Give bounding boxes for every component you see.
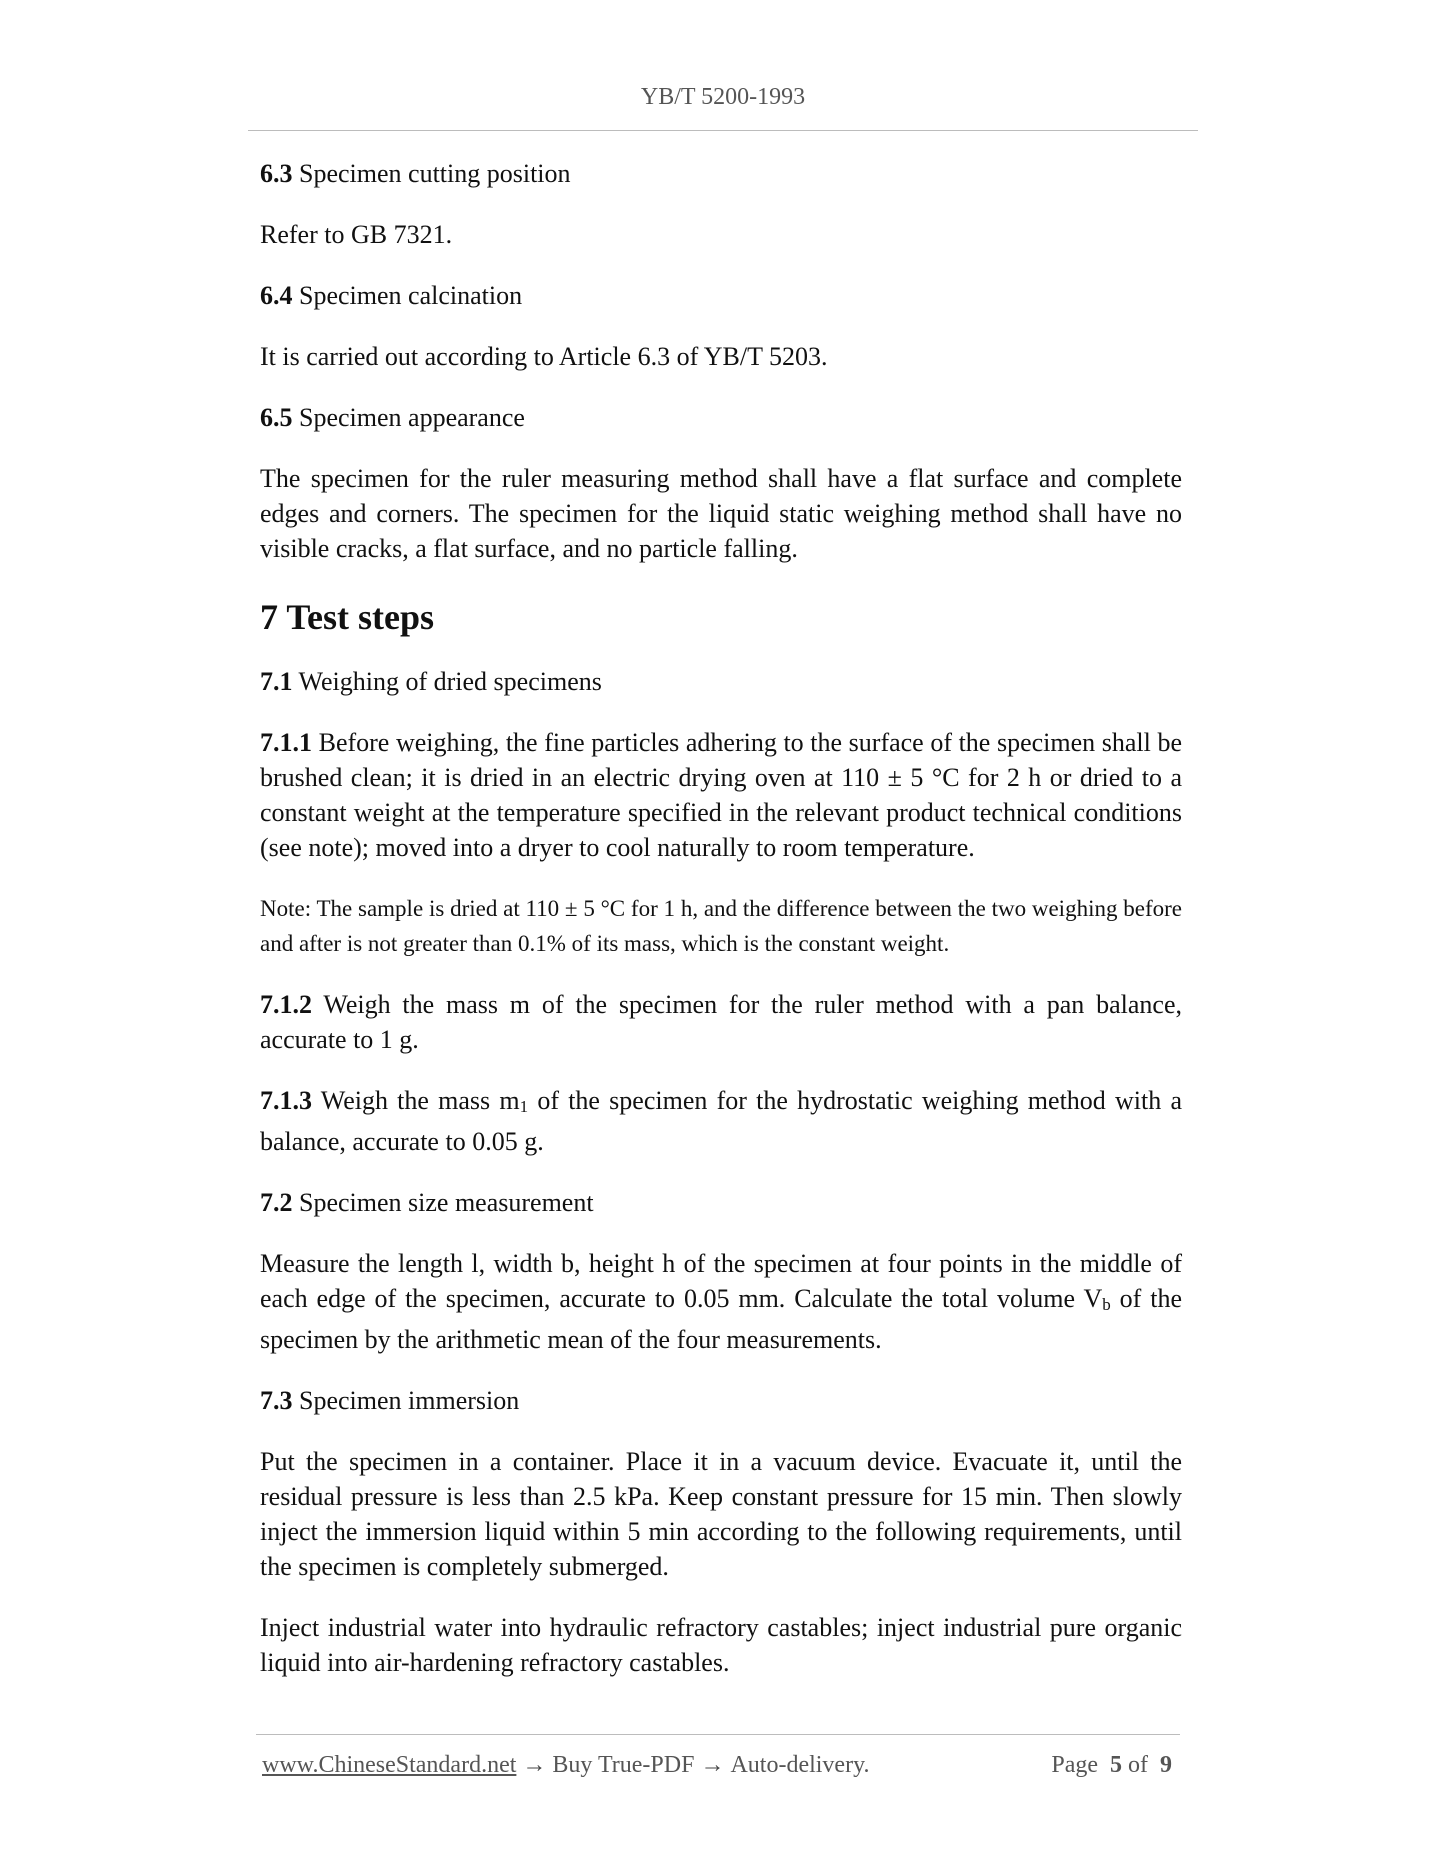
section-7-2-text [260, 1246, 1182, 1357]
subscript: 1 [519, 1097, 529, 1116]
buy-pdf-text: Buy True-PDF [552, 1752, 695, 1778]
section-7-1-3-text [260, 1083, 1182, 1159]
header-divider [248, 130, 1198, 131]
paragraph-text-end: of the specimen for the hydrostatic weighing method with a balance, accurate to 0.05 g. [260, 1086, 1182, 1156]
arrow-right-icon: → [700, 1752, 725, 1778]
section-7-3-text-2: Inject industrial water into hydraulic refractory castables; inject industrial pure organic liquid into air-hardening refractory castables. [260, 1613, 1182, 1677]
section-7-1-2-text [260, 987, 1182, 1057]
page-indicator [1051, 1752, 1178, 1779]
section-title: Specimen size measurement [299, 1188, 594, 1217]
section-6-4-heading [260, 278, 1182, 313]
section-6-3-text: Refer to GB 7321. [260, 220, 453, 249]
section-number: 7.3 [260, 1386, 293, 1415]
document-header: YB/T 5200-1993 [640, 84, 806, 110]
paragraph-text-end: of the specimen by the arithmetic mean of the four measurements. [260, 1284, 1182, 1354]
section-7-2-heading [260, 1185, 1182, 1220]
paragraph-text-start: Measure the length l, width b, height h of the specimen at four points in the middle of each edge of the specimen, accurate to 0.05 mm. Calculate the total volume V [260, 1249, 1182, 1313]
section-title: Specimen appearance [299, 403, 525, 432]
section-7-3-text-1: Put the specimen in a container. Place it in a vacuum device. Evacuate it, until the residual pressure is less than 2.5 kPa. Keep constant pressure for 15 min. Then slowly inject the immersion liquid within 5 min according to the following requirements, until the specimen is completely submerged. [260, 1447, 1182, 1581]
section-6-4-text: It is carried out according to Article 6.3 of YB/T 5203. [260, 342, 828, 371]
page-footer [262, 1752, 1178, 1779]
section-number: 7.1.3 [260, 1086, 312, 1115]
paragraph-text-start: Weigh the mass m [320, 1086, 520, 1115]
section-title: Specimen cutting position [299, 159, 571, 188]
section-title: Specimen immersion [299, 1386, 520, 1415]
page-of: of [1128, 1752, 1148, 1778]
section-number: 7.1.1 [260, 728, 312, 757]
paragraph-text: Weigh the mass m of the specimen for the ruler method with a pan balance, accurate to 1 g. [260, 990, 1183, 1054]
section-title: Specimen calcination [299, 281, 523, 310]
paragraph-text: Before weighing, the fine particles adhering to the surface of the specimen shall be brushed clean; it is dried in an electric drying oven at 110 ± 5 °C for 2 h or dried to a constant weight at the temperature specified in the relevant product technical conditions (see note); moved into a dryer to cool naturally to room temperature. [260, 728, 1182, 862]
arrow-right-icon: → [522, 1752, 547, 1778]
section-number: 6.4 [260, 281, 293, 310]
site-link[interactable]: www.ChineseStandard.net [262, 1752, 517, 1778]
section-7-1-heading [260, 664, 1182, 699]
section-number: 7.1 [260, 667, 293, 696]
page-total: 9 [1160, 1752, 1172, 1778]
section-number: 7.1.2 [260, 990, 312, 1019]
section-6-5-heading [260, 400, 1182, 435]
footer-divider [256, 1734, 1180, 1735]
section-title: Weighing of dried specimens [298, 667, 602, 696]
chapter-7-heading: 7 Test steps [260, 597, 435, 637]
section-6-5-text: The specimen for the ruler measuring method shall have a flat surface and complete edges and corners. The specimen for the liquid static weighing method shall have no visible cracks, a flat surface, and no particle falling. [260, 464, 1182, 563]
section-7-3-heading [260, 1383, 1182, 1418]
section-6-3-heading [260, 156, 1182, 191]
subscript: b [1102, 1295, 1111, 1314]
page-label: Page [1051, 1752, 1098, 1778]
section-number: 6.5 [260, 403, 293, 432]
section-7-1-1-text [260, 725, 1182, 865]
document-body [260, 156, 1182, 1706]
page-current: 5 [1110, 1752, 1122, 1778]
section-number: 7.2 [260, 1188, 293, 1217]
section-number: 6.3 [260, 159, 293, 188]
auto-delivery-text: Auto-delivery. [730, 1752, 870, 1778]
note-text: Note: The sample is dried at 110 ± 5 °C for 1 h, and the difference between the two weighing before and after is not greater than 0.1% of its mass, which is the constant weight. [260, 896, 1182, 956]
